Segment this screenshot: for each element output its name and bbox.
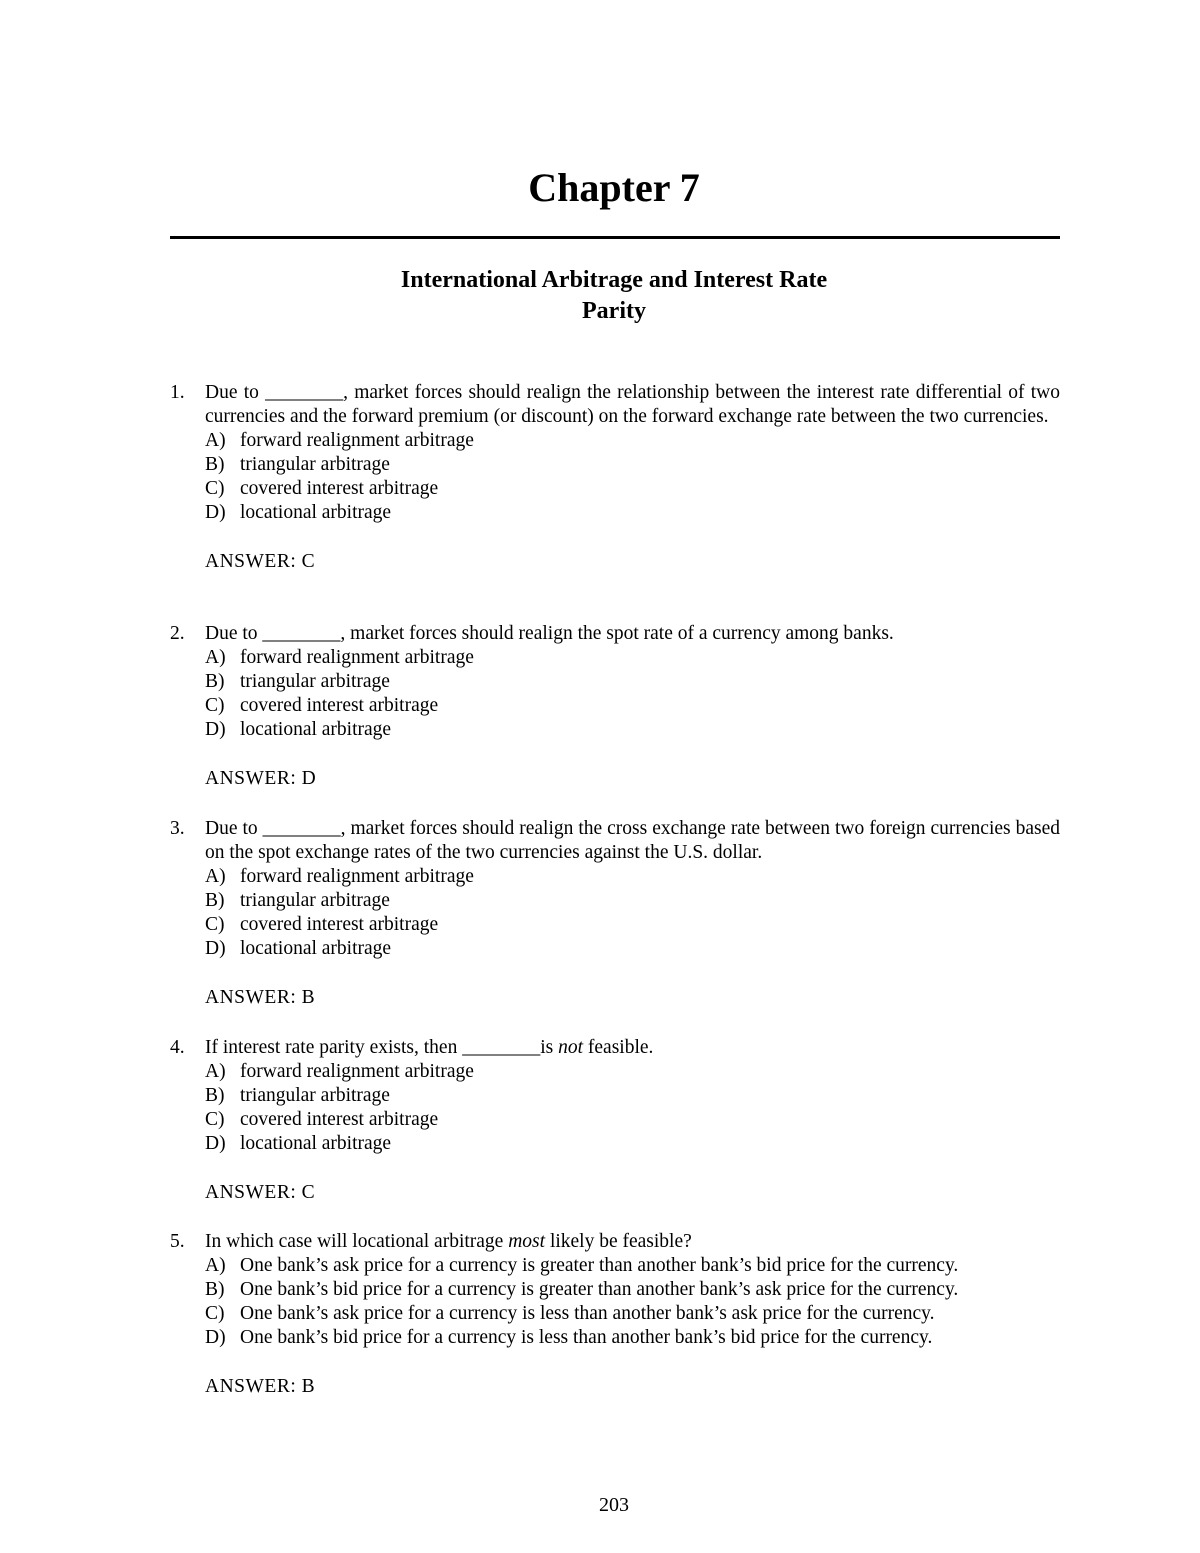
option-a [205,646,1060,670]
answer-line: ANSWER: D [205,768,317,789]
answer-line: ANSWER: B [205,987,316,1008]
option-d [205,937,1060,961]
option-b [205,1084,1060,1108]
option-c [205,1302,1060,1326]
question-number: 3. [170,818,185,839]
option-d [205,1132,1060,1156]
option-letter: B) [205,1279,225,1300]
option-c [205,913,1060,937]
option-letter: C) [205,478,225,499]
option-a [205,429,1060,453]
option-letter: B) [205,890,225,911]
option-b [205,670,1060,694]
question-text: Due to ________, market forces should realign the cross exchange rate between two foreign currencies based on the spot exchange rates of the two currencies against the U.S. dollar. [205,818,1060,863]
option-letter: A) [205,1255,226,1276]
option-letter: B) [205,671,225,692]
option-b [205,453,1060,477]
question-text-emphasis: most [508,1231,546,1252]
option-d [205,718,1060,742]
option-d [205,1326,1060,1350]
question-5 [170,1230,1060,1399]
option-text: covered interest arbitrage [240,914,439,935]
option-text: triangular arbitrage [240,454,390,475]
option-text: covered interest arbitrage [240,695,439,716]
question-text-start: In which case will locational arbitrage [205,1231,509,1252]
option-letter: C) [205,914,225,935]
option-letter: D) [205,1327,226,1348]
question-text [205,1036,1060,1060]
option-letter: A) [205,647,226,668]
option-b [205,1278,1060,1302]
question-number: 1. [170,382,185,403]
option-text: One bank’s bid price for a currency is less than another bank’s bid price for the currency. [240,1327,933,1348]
option-text: triangular arbitrage [240,1085,390,1106]
section-title-line-2: Parity [582,298,646,324]
option-text: covered interest arbitrage [240,478,439,499]
question-text: Due to ________, market forces should realign the spot rate of a currency among banks. [205,623,894,644]
option-d [205,501,1060,525]
answer-line: ANSWER: C [205,1182,316,1203]
question-number: 5. [170,1231,185,1252]
option-letter: D) [205,719,226,740]
question-text: Due to ________, market forces should realign the relationship between the interest rate differential of two currencies and the forward premium (or discount) on the forward exchange rate between the two currencies. [205,382,1060,427]
option-text: forward realignment arbitrage [240,1061,474,1082]
option-letter: A) [205,866,226,887]
question-text-end: likely be feasible? [545,1231,692,1252]
option-letter: D) [205,938,226,959]
option-text: One bank’s ask price for a currency is less than another bank’s ask price for the currency. [240,1303,935,1324]
option-c [205,694,1060,718]
question-number: 4. [170,1037,185,1058]
option-letter: C) [205,1303,225,1324]
question-text-end: feasible. [583,1037,654,1058]
question-4 [170,1036,1060,1205]
option-c [205,1108,1060,1132]
question-text [205,1230,1060,1254]
option-text: locational arbitrage [240,1133,392,1154]
option-a [205,865,1060,889]
option-text: triangular arbitrage [240,890,390,911]
question-text-emphasis: not [558,1037,584,1058]
option-a [205,1060,1060,1084]
answer-line: ANSWER: B [205,1376,316,1397]
question-1 [170,381,1060,574]
page-number: 203 [599,1494,629,1516]
option-letter: D) [205,502,226,523]
section-title [0,265,1200,327]
option-a [205,1254,1060,1278]
chapter-title: Chapter 7 [528,165,700,210]
option-letter: B) [205,1085,225,1106]
option-letter: C) [205,695,225,716]
title-rule [170,236,1060,239]
option-letter: D) [205,1133,226,1154]
option-text: triangular arbitrage [240,671,390,692]
option-text: forward realignment arbitrage [240,647,474,668]
option-text: covered interest arbitrage [240,1109,439,1130]
option-text: locational arbitrage [240,719,392,740]
option-text: forward realignment arbitrage [240,430,474,451]
option-c [205,477,1060,501]
option-text: locational arbitrage [240,938,392,959]
option-text: One bank’s ask price for a currency is greater than another bank’s bid price for the currency. [240,1255,959,1276]
section-title-line-1: International Arbitrage and Interest Rate [400,267,828,293]
option-letter: A) [205,430,226,451]
option-letter: B) [205,454,225,475]
question-text-start: If interest rate parity exists, then ________is [205,1037,559,1058]
option-letter: A) [205,1061,226,1082]
question-2 [170,622,1060,791]
option-b [205,889,1060,913]
option-text: forward realignment arbitrage [240,866,474,887]
option-text: locational arbitrage [240,502,392,523]
question-3 [170,817,1060,1010]
option-letter: C) [205,1109,225,1130]
option-text: One bank’s bid price for a currency is greater than another bank’s ask price for the currency. [240,1279,959,1300]
answer-line: ANSWER: C [205,551,316,572]
question-number: 2. [170,623,185,644]
